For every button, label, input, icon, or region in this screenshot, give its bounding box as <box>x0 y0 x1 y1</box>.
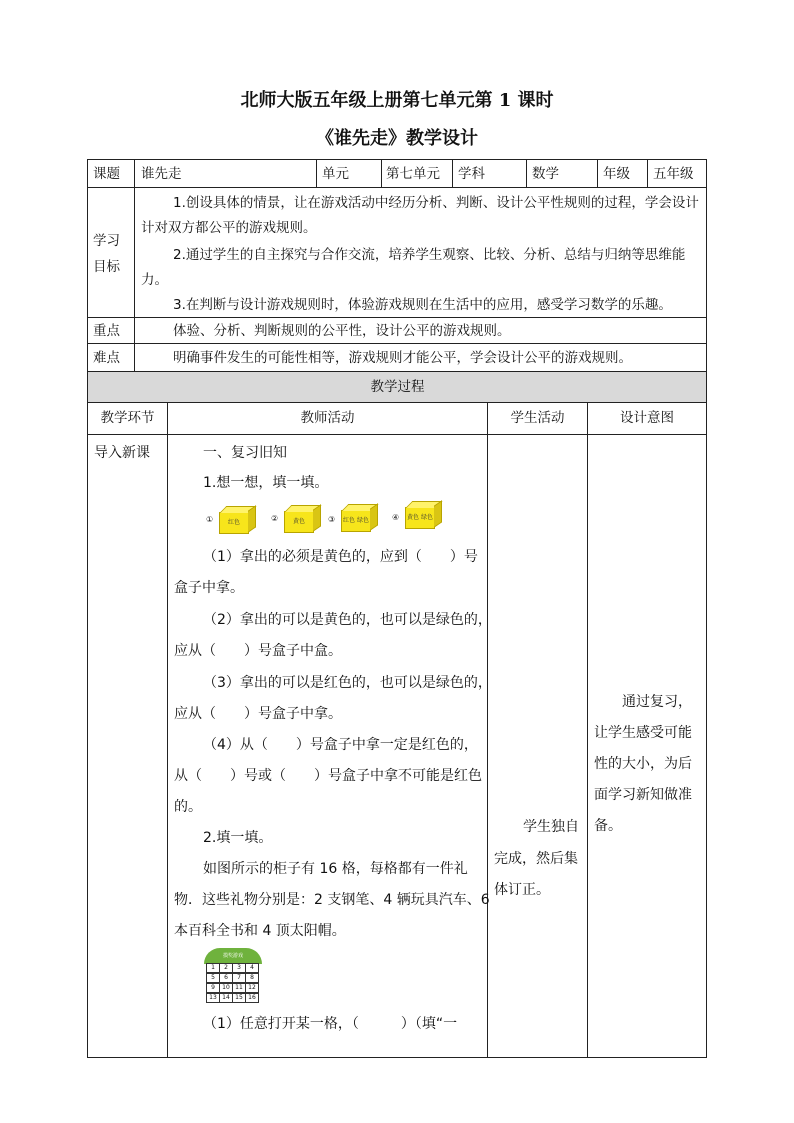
grid-cell: 15 <box>232 993 246 1003</box>
grid-cell: 7 <box>232 973 246 983</box>
unit-label: 单元 <box>322 166 349 182</box>
box-number: ① <box>206 515 214 524</box>
col-header-teacher: 教师活动 <box>300 410 355 426</box>
yellow-box-icon: 红色 <box>219 512 249 534</box>
difficulty-text: 明确事件发生的可能性相等，游戏规则才能公平，学会设计公平的游戏规则。 <box>173 350 632 366</box>
difficulty-label: 难点 <box>93 350 120 366</box>
grid-cell: 11 <box>232 983 246 993</box>
table-border <box>526 159 527 187</box>
box-number: ② <box>271 514 279 523</box>
student-line: 学生独自 <box>523 819 579 835</box>
teacher-line: 2.填一填。 <box>203 830 273 846</box>
teacher-line: 一、复习旧知 <box>203 445 287 461</box>
teacher-line: 的。 <box>174 799 202 815</box>
goal-line: 计对双方都公平的游戏规则。 <box>141 220 317 236</box>
page-subtitle: 《谁先走》教学设计 <box>316 128 478 149</box>
teacher-line: （3）拿出的可以是红色的，也可以是绿色的， <box>203 675 492 691</box>
prize-grid-image <box>204 948 262 1000</box>
subject-value: 数学 <box>532 166 559 182</box>
student-line: 完成，然后集 <box>494 851 578 867</box>
yellow-box-icon: 红色 绿色 <box>341 510 371 532</box>
page-title: 北师大版五年级上册第七单元第 1 课时 <box>240 90 554 111</box>
teacher-line: 应从（ ）号盒子中拿。 <box>174 706 342 722</box>
grid-cell: 5 <box>206 973 220 983</box>
table-border <box>87 317 707 318</box>
table-border <box>706 159 707 1058</box>
table-border <box>316 159 317 187</box>
goals-label: 学习 <box>93 233 120 249</box>
number-grid <box>206 963 258 1003</box>
stage-label: 导入新课 <box>94 445 150 461</box>
table-border <box>87 187 707 188</box>
box-number: ③ <box>328 515 336 524</box>
col-header-intent: 设计意图 <box>620 410 674 426</box>
box-number: ④ <box>392 513 400 522</box>
teacher-line: 本百科全书和 4 顶太阳帽。 <box>174 923 346 939</box>
subject-label: 学科 <box>458 166 485 182</box>
grid-cell: 6 <box>219 973 233 983</box>
teacher-line: （2）拿出的可以是黄色的，也可以是绿色的， <box>203 612 492 628</box>
table-border <box>87 159 707 160</box>
teacher-line: 应从（ ）号盒子中盒。 <box>174 643 342 659</box>
key-point-text: 体验、分析、判断规则的公平性，设计公平的游戏规则。 <box>173 323 511 339</box>
grid-cell: 13 <box>206 993 220 1003</box>
grid-cell: 2 <box>219 963 233 973</box>
process-title: 教学过程 <box>370 379 425 395</box>
teacher-line: （4）从（ ）号盒子中拿一定是红色的， <box>203 737 478 753</box>
table-border <box>452 159 453 187</box>
teacher-line: 1.想一想，填一填。 <box>203 475 329 491</box>
teacher-line: （1）拿出的必须是黄色的，应到（ ）号 <box>203 549 478 565</box>
table-border <box>167 402 168 1058</box>
grid-cell: 8 <box>245 973 259 983</box>
goals-label: 目标 <box>93 259 120 275</box>
grid-cell: 12 <box>245 983 259 993</box>
table-border <box>597 159 598 187</box>
unit-value: 第七单元 <box>386 166 440 182</box>
student-line: 体订正。 <box>494 882 550 898</box>
table-border <box>87 434 707 435</box>
goal-line: 力。 <box>141 272 168 288</box>
goal-line: 1.创设具体的情景，让在游戏活动中经历分析、判断、设计公平性规则的过程，学会设计 <box>173 195 699 211</box>
intent-line: 让学生感受可能 <box>594 725 692 741</box>
grid-cell: 1 <box>206 963 220 973</box>
teacher-line: 物．这些礼物分别是：2 支钢笔、4 辆玩具汽车、6 <box>174 892 490 908</box>
intent-line: 面学习新知做准 <box>594 787 692 803</box>
teacher-line: 如图所示的柜子有 16 格，每格都有一件礼 <box>203 861 468 877</box>
table-border <box>87 159 88 1058</box>
goal-line: 2.通过学生的自主探究与合作交流，培养学生观察、比较、分析、总结与归纳等思维能 <box>173 247 686 263</box>
key-point-label: 重点 <box>93 323 120 339</box>
grade-value: 五年级 <box>653 166 694 182</box>
table-border <box>87 1057 707 1058</box>
intent-line: 通过复习， <box>622 694 692 710</box>
teacher-line: 盒子中拿。 <box>174 580 244 596</box>
topic-value: 谁先走 <box>141 166 182 182</box>
grid-cell: 10 <box>219 983 233 993</box>
intent-line: 备。 <box>594 818 622 834</box>
table-border <box>87 402 707 403</box>
table-border <box>134 159 135 372</box>
grid-cell: 9 <box>206 983 220 993</box>
table-border <box>87 343 707 344</box>
topic-label: 课题 <box>93 166 120 182</box>
grid-cell: 14 <box>219 993 233 1003</box>
table-border <box>587 402 588 1058</box>
col-header-stage: 教学环节 <box>100 410 155 426</box>
table-border <box>487 402 488 1058</box>
col-header-student: 学生活动 <box>510 410 565 426</box>
grid-cell: 3 <box>232 963 246 973</box>
yellow-box-icon: 黄色 绿色 <box>405 507 435 529</box>
table-border <box>381 159 382 187</box>
teacher-line: （1）任意打开某一格，（ ）（填“一 <box>203 1016 458 1032</box>
grade-label: 年级 <box>603 166 630 182</box>
grid-cell: 4 <box>245 963 259 973</box>
goal-line: 3.在判断与设计游戏规则时，体验游戏规则在生活中的应用，感受学习数学的乐趣。 <box>173 297 672 313</box>
intent-line: 性的大小，为后 <box>594 756 692 772</box>
yellow-box-icon: 黄色 <box>284 511 314 533</box>
grid-title: 摸奖游戏 <box>204 948 262 964</box>
table-border <box>647 159 648 187</box>
teacher-line: 从（ ）号或（ ）号盒子中拿不可能是红色 <box>174 768 482 784</box>
grid-cell: 16 <box>245 993 259 1003</box>
